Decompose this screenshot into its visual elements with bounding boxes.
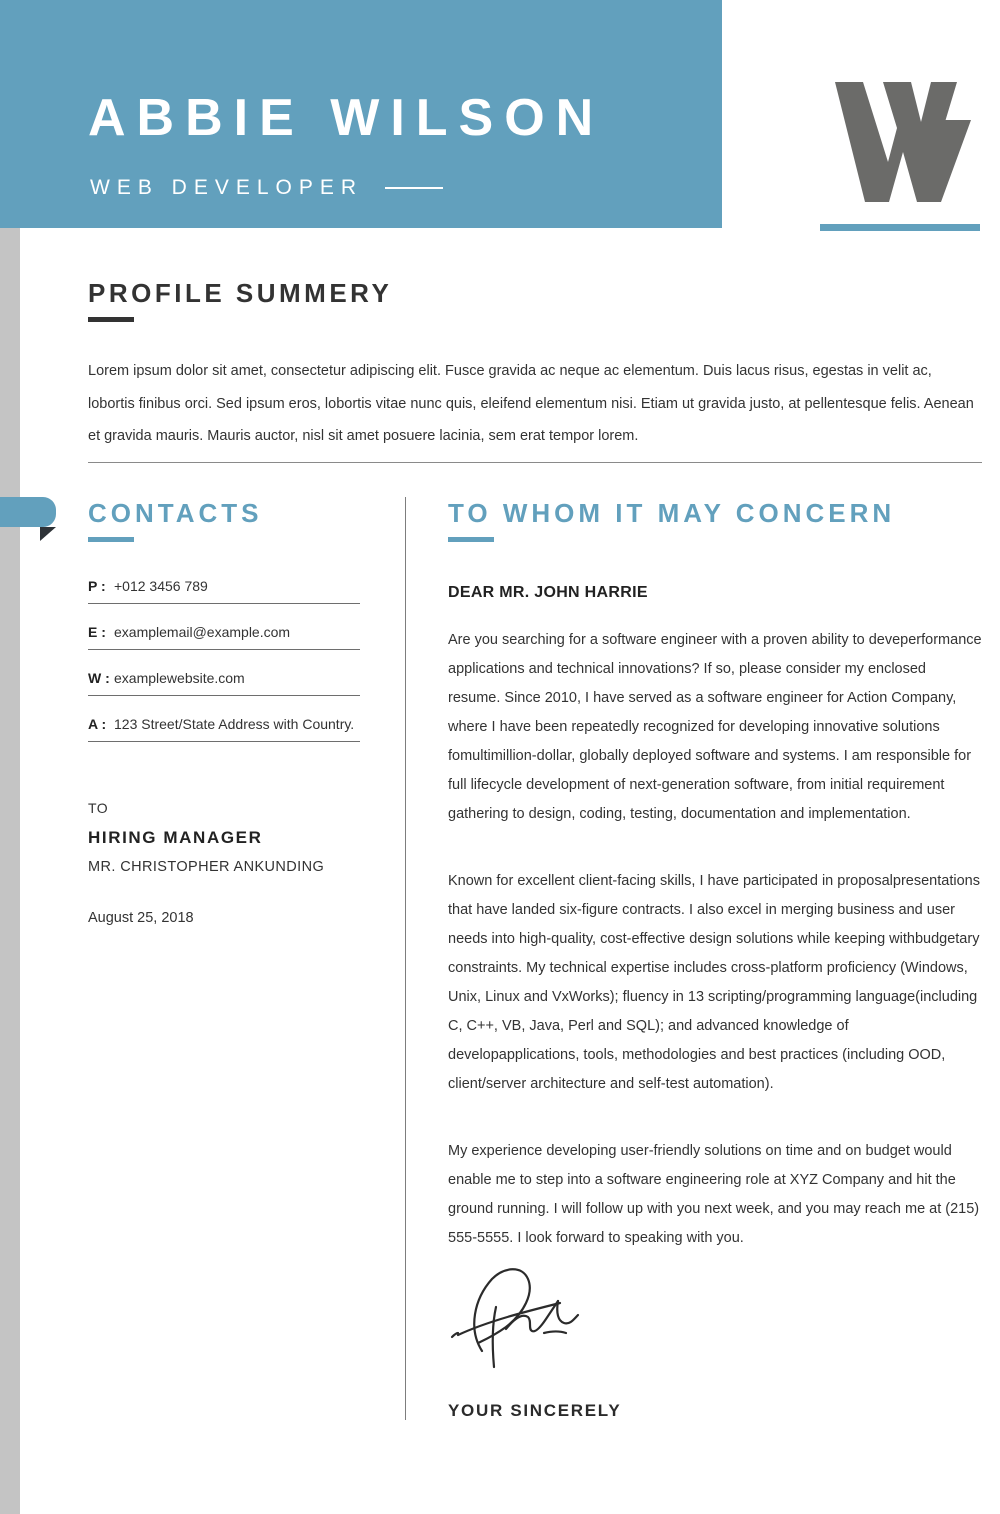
address-label: A : (88, 716, 107, 732)
contacts-ribbon-tab (0, 497, 56, 527)
letter-date: August 25, 2018 (88, 910, 194, 926)
monogram-logo (820, 78, 986, 231)
letter-sign-off: YOUR SINCERELY (448, 1401, 622, 1420)
letter-section (448, 500, 982, 1253)
monogram-underline (820, 224, 980, 231)
header-role-group (90, 176, 443, 200)
contacts-section (88, 500, 360, 742)
handwritten-signature-icon (448, 1255, 648, 1385)
website-value[interactable]: examplewebsite.com (114, 670, 245, 686)
letter-paragraph-3: My experience developing user-friendly solutions on time and on budget would enable me to step into a software engineering role at XYZ Company and hit the ground running. I will follow up with you next week, and you may reach me at (215) 555-5555. I look forward to speaking with you. (448, 1143, 980, 1246)
letter-paragraph-1: Are you searching for a software engineer with a proven ability to deveperformance applications and technical innovations? If so, please consider my enclosed resume. Since 2010, I have served as a software engineer for Action Company, where I have been repeatedly recognized for developing innovative solutions fomultimillion-dollar, globally deployed software and systems. I am responsible for full lifecycle development of next-generation software, from initial requirement gathering to design, coding, testing, documentation and implementation. (448, 632, 982, 822)
header-role-dash (385, 187, 443, 189)
monogram-w-icon (833, 78, 973, 206)
contacts-list (88, 578, 360, 742)
letter-heading: TO WHOM IT MAY CONCERN (448, 498, 896, 528)
letter-salutation: DEAR MR. JOHN HARRIE (448, 584, 648, 601)
profile-heading: PROFILE SUMMERY (88, 278, 393, 308)
column-divider (405, 497, 406, 1420)
contact-item-phone (88, 578, 360, 604)
contact-item-email (88, 624, 360, 650)
profile-body-text: Lorem ipsum dolor sit amet, consectetur adipiscing elit. Fusce gravida ac neque ac elementum. Duis lacus risus, egestas in velit ac, lobortis finibus orci. Sed ipsum eros, lobortis vitae nunc quis, eleifend elementum nisi. Etiam ut gravida justo, at pellentesque felis. Aenean et gravida mauris. Mauris auctor, nisl sit amet posuere lacinia, sem erat tempor lorem. (88, 363, 974, 445)
email-label: E : (88, 624, 106, 640)
website-label: W : (88, 670, 110, 686)
contacts-heading-underline (88, 537, 134, 542)
profile-section-divider (88, 462, 982, 463)
page-title-name: ABBIE WILSON (88, 89, 605, 147)
signature-block (448, 1255, 848, 1421)
recipient-name: MR. CHRISTOPHER ANKUNDING (88, 859, 325, 875)
left-accent-strip (0, 228, 20, 1514)
letter-heading-underline (448, 537, 494, 542)
letter-paragraph-2: Known for excellent client-facing skills, I have participated in proposalpresentations that have landed six-figure contracts. I also excel in merging business and user needs into high-quality, cost-effective design solutions while keeping withbudgetary constraints. My technical expertise includes cross-platform proficiency (Windows, Unix, Linux and VxWorks); fluency in 13 scripting/programming language(including C, C++, VB, Java, Perl and SQL); and advanced knowledge of developapplications, tools, methodologies and best practices (including OOD, client/server architecture and self-test automation). (448, 873, 980, 1092)
contacts-ribbon-fold (40, 527, 56, 541)
recipient-block (88, 800, 388, 926)
address-value: 123 Street/State Address with Country. (114, 716, 355, 732)
profile-summary-section (88, 280, 982, 453)
header-role-text: WEB DEVELOPER (90, 176, 364, 199)
profile-heading-underline (88, 317, 134, 322)
contact-item-address (88, 716, 360, 742)
phone-label: P : (88, 578, 106, 594)
recipient-title: HIRING MANAGER (88, 828, 263, 847)
recipient-to-label: TO (88, 800, 109, 816)
email-value[interactable]: examplemail@example.com (114, 624, 291, 640)
contact-item-website (88, 670, 360, 696)
phone-value[interactable]: +012 3456 789 (114, 578, 208, 594)
contacts-heading: CONTACTS (88, 498, 263, 528)
